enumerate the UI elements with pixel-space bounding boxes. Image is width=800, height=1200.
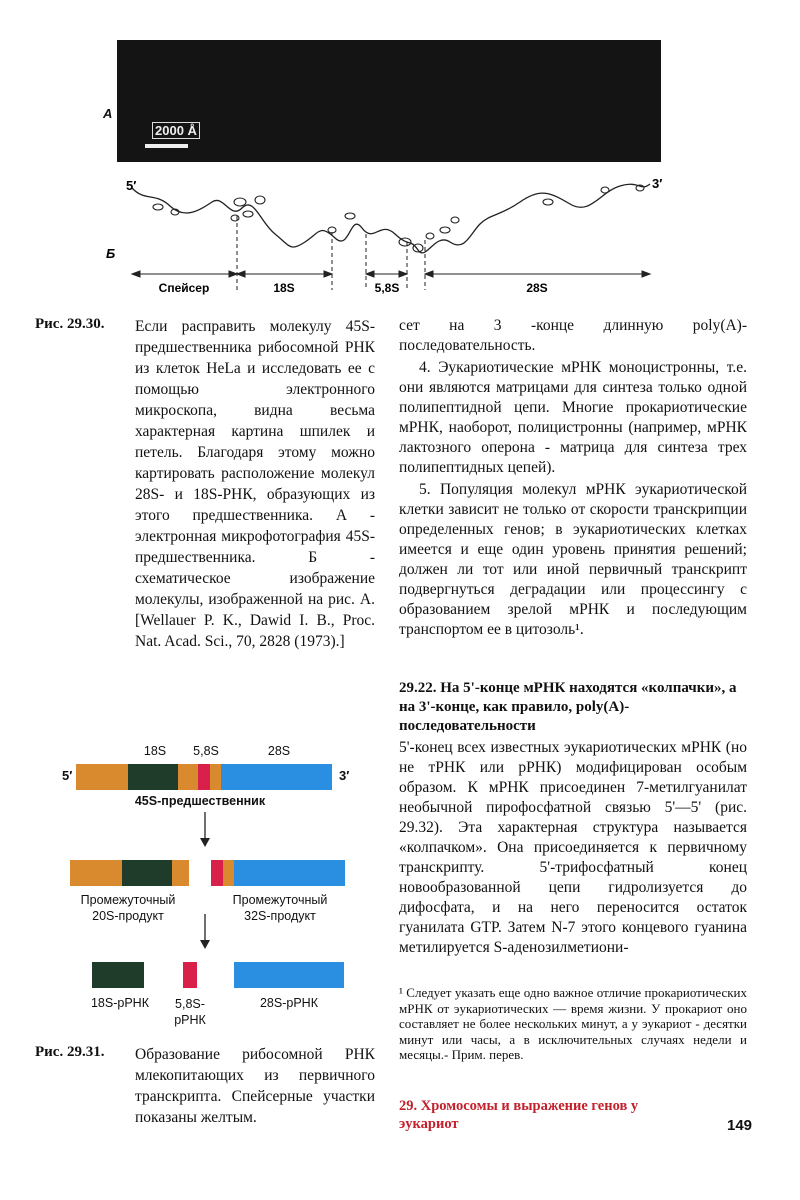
final-58s-label: 5,8S- рРНК — [174, 997, 206, 1027]
fig-2931-caption-text: Образование рибосомной РНК млекопитающих из первичного транскрипта. Спейсерные участки показаны желтым. — [135, 1046, 375, 1126]
final-18s — [92, 962, 144, 988]
final-28s — [234, 962, 344, 988]
seg-58s — [198, 764, 210, 790]
fig-2931-caption-label: Рис. 29.31. — [35, 1044, 105, 1060]
int32-label: Промежуточный 32S-продукт — [232, 893, 328, 923]
para-continuation: сет на 3 -конце длинную poly(A)-последовательность. — [399, 317, 747, 354]
int20-label: Промежуточный 20S-продукт — [80, 893, 176, 923]
precursor-5-prime: 5′ — [62, 768, 73, 783]
electron-micrograph — [117, 40, 661, 162]
scale-bar-label: 2000 Å — [152, 122, 200, 139]
int20-spacer2 — [172, 860, 189, 886]
final-18s-label: 18S-рРНК — [90, 996, 149, 1010]
rna-3-prime-end: 3′ — [652, 176, 663, 191]
segment-label-spacer: Спейсер — [158, 281, 210, 295]
fig-2930-caption-label: Рис. 29.30. — [35, 316, 105, 332]
top-label-28s: 28S — [267, 744, 291, 758]
int32-58s — [211, 860, 223, 886]
chapter-footer: 29. Хромосомы и выражение генов у эукариот — [399, 1098, 639, 1132]
section-heading: 29.22. На 5'-конце мРНК находятся «колпачки», а на 3'-конце, как правило, poly(A)-последовательности — [399, 680, 737, 734]
int20-18s — [122, 860, 172, 886]
panel-a-label: А — [103, 106, 113, 121]
int32-28s — [234, 860, 345, 886]
seg-spacer-mid2 — [210, 764, 221, 790]
seg-28s — [221, 764, 332, 790]
scale-bar — [145, 144, 188, 148]
segment-label-28s: 28S — [526, 281, 548, 295]
segment-label-18s: 18S — [273, 281, 295, 295]
precursor-3-prime: 3′ — [339, 768, 350, 783]
rna-5-prime-end: 5′ — [126, 178, 137, 193]
int20-spacer — [70, 860, 122, 886]
arrow-1 — [198, 812, 212, 848]
segment-label-58s: 5,8S — [374, 281, 400, 295]
final-58s — [183, 962, 197, 988]
int32-spacer — [223, 860, 234, 886]
arrow-2 — [198, 914, 212, 950]
para-6: 5'-конец всех известных эукариотических мРНК (но не тРНК или рРНК) модифицирован особым образом. К мРНК присоединен 7-метилгуанилат необычной пирофосфатной связью 5'—5' (рис. 29.32). Эта характерная структура называется «колпачком». Она присоединяется к первичному транскрипту. 5'-трифосфатный конец новообразованной цепи гидролизуется до дифосфата, и на него переносится остаток гуанилата GTP. Затем N-7 этого концевого гуанина метилируется S-аденозилметиони- — [399, 739, 747, 956]
seg-spacer-mid — [178, 764, 198, 790]
rna-strand — [132, 184, 650, 253]
para-4: 4. Эукариотические мРНК моноцистронны, т.е. они являются матрицами для синтеза только одной полипептидной цепи. Многие прокариотические мРНК, наоборот, полицистронны (например, мРНК лактозного оперона - матрица для синтеза трех полипептидных цепей). — [399, 359, 747, 476]
precursor-label: 45S-предшественник — [134, 794, 266, 808]
footnote: ¹ Следует указать еще одно важное отличие прокариотических мРНК от эукариотических — время жизни. У прокариот оно составляет не более нескольких минут, а у эукариот - десятки минут или часы, а в исключительных случаях недели и месяцы.- Прим. перев. — [399, 985, 747, 1062]
page-number: 149 — [727, 1117, 753, 1134]
para-5: 5. Популяция молекул мРНК эукариотической клетки зависит не только от скорости транскрипции определенных генов; в эукариотических клетках имеется и еще один уровень принятия решений; должен ли тот или иной первичный транскрипт подвергнуться деградации или процессингу с образованием зрелой мРНК и последующим транспортом ее в цитозоль¹. — [399, 481, 747, 638]
top-label-58s: 5,8S — [193, 744, 219, 758]
panel-b-label: Б — [106, 246, 116, 261]
final-28s-label: 28S-рРНК — [259, 996, 318, 1010]
right-column — [399, 316, 747, 640]
seg-spacer-5 — [76, 764, 128, 790]
seg-18s — [128, 764, 178, 790]
rna-schematic — [100, 172, 670, 302]
top-label-18s: 18S — [143, 744, 167, 758]
fig-2930-caption-text: Если расправить молекулу 45S-предшественника рибосомной РНК из клеток HeLa и исследовать ее с помощью электронного микроскопа, видна весьма характерная картина шпилек и петель. Благодаря этому можно картировать расположение молекул 28S- и 18S-РНК, образующих из этого предшественника. А - электронная микрофотография 45S-предшественника. Б - схематическое изображение молекулы, изображенной на рис. А. [Wellauer P. K., Dawid I. B., Proc. Nat. Acad. Sci., 70, 2828 (1973).] — [135, 318, 375, 650]
rna-hairpins — [153, 185, 644, 252]
